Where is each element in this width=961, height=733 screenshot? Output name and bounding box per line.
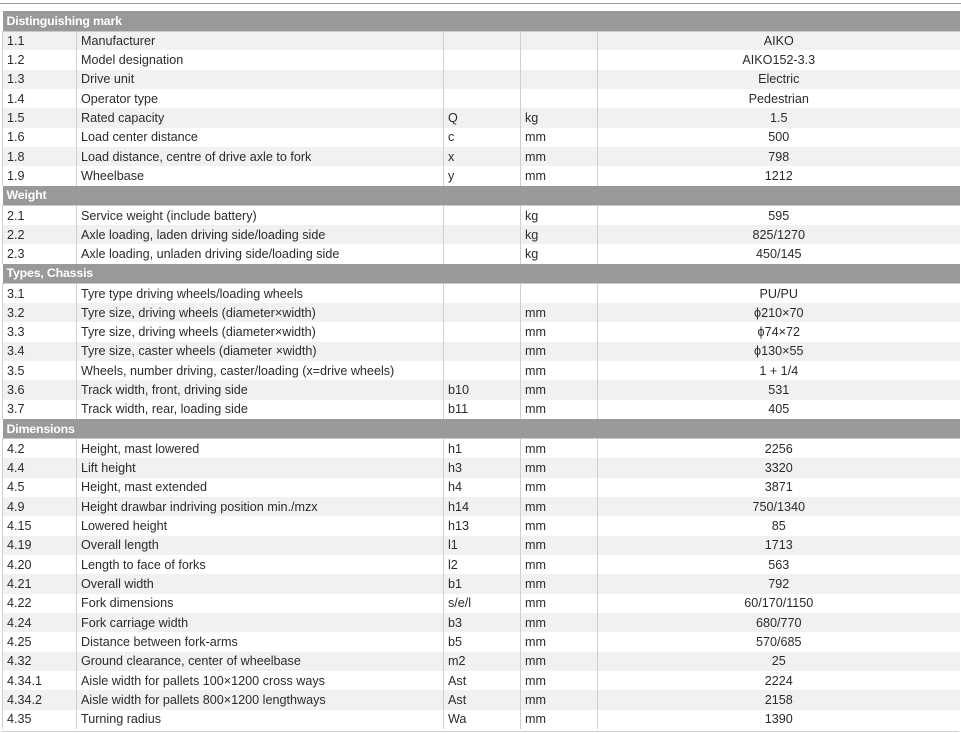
row-number: 1.6 xyxy=(3,128,77,147)
table-row xyxy=(3,225,960,244)
row-symbol: b3 xyxy=(444,613,521,632)
row-unit: mm xyxy=(521,671,598,690)
row-symbol: b10 xyxy=(444,380,521,399)
row-value: 1212 xyxy=(764,168,793,183)
row-description: Aisle width for pallets 800×1200 lengthways xyxy=(77,690,444,709)
row-unit xyxy=(521,284,598,303)
section-header xyxy=(3,419,960,439)
row-number: 3.7 xyxy=(3,400,77,419)
row-unit xyxy=(521,50,598,69)
row-unit: mm xyxy=(521,322,598,341)
row-unit: mm xyxy=(521,690,598,709)
row-description: Lift height xyxy=(77,458,444,477)
top-rule xyxy=(0,3,961,4)
row-symbol: Ast xyxy=(444,690,521,709)
table-row xyxy=(3,89,960,108)
row-description: Load distance, centre of drive axle to fork xyxy=(77,147,444,166)
row-number: 4.15 xyxy=(3,516,77,535)
row-number: 2.2 xyxy=(3,225,77,244)
row-symbol xyxy=(444,50,521,69)
row-unit: mm xyxy=(521,166,598,185)
row-number: 4.25 xyxy=(3,632,77,651)
table-row xyxy=(3,536,960,555)
row-number: 4.4 xyxy=(3,458,77,477)
row-number: 4.2 xyxy=(3,439,77,458)
row-symbol: h3 xyxy=(444,458,521,477)
row-unit xyxy=(521,70,598,89)
row-description: Ground clearance, center of wheelbase xyxy=(77,652,444,671)
row-description: Wheelbase xyxy=(77,166,444,185)
row-unit: mm xyxy=(521,710,598,729)
row-unit: mm xyxy=(521,439,598,458)
section-title: Types, Chassis xyxy=(3,264,960,284)
row-description: Axle loading, laden driving side/loading side xyxy=(77,225,444,244)
row-unit: kg xyxy=(521,244,598,263)
row-unit: mm xyxy=(521,536,598,555)
table-row xyxy=(3,458,960,477)
row-symbol: Q xyxy=(444,108,521,127)
row-number: 4.9 xyxy=(3,497,77,516)
row-description: Turning radius xyxy=(77,710,444,729)
row-number: 1.8 xyxy=(3,147,77,166)
table-row xyxy=(3,303,960,322)
row-symbol: x xyxy=(444,147,521,166)
row-description: Overall length xyxy=(77,536,444,555)
row-description: Load center distance xyxy=(77,128,444,147)
row-value: AIKO xyxy=(598,31,960,50)
row-description: Height, mast lowered xyxy=(77,439,444,458)
bottom-rule xyxy=(2,731,959,732)
row-number: 1.4 xyxy=(3,89,77,108)
row-number: 2.1 xyxy=(3,206,77,225)
section-header xyxy=(3,186,960,206)
table-row xyxy=(3,31,960,50)
table-row xyxy=(3,632,960,651)
row-number: 3.1 xyxy=(3,284,77,303)
table-row xyxy=(3,594,960,613)
row-symbol: y xyxy=(444,166,521,185)
table-row xyxy=(3,50,960,69)
row-symbol: h4 xyxy=(444,478,521,497)
row-unit: mm xyxy=(521,478,598,497)
section-title: Distinguishing mark xyxy=(3,11,960,31)
row-value: Pedestrian xyxy=(748,91,809,106)
row-value: 2158 xyxy=(598,690,960,709)
row-number: 1.9 xyxy=(3,166,77,185)
row-number: 4.5 xyxy=(3,478,77,497)
row-description: Manufacturer xyxy=(77,31,444,50)
row-value: 1 + 1/4 xyxy=(759,363,799,378)
row-value: 792 xyxy=(598,574,960,593)
table-row xyxy=(3,361,960,380)
row-symbol: m2 xyxy=(444,652,521,671)
row-symbol xyxy=(444,303,521,322)
row-description: Fork carriage width xyxy=(77,613,444,632)
row-unit: mm xyxy=(521,303,598,322)
row-value: Electric xyxy=(598,70,960,89)
table-row xyxy=(3,439,960,458)
row-description: Wheels, number driving, caster/loading (x=drive wheels) xyxy=(77,361,444,380)
row-description: Tyre size, caster wheels (diameter ×width) xyxy=(77,342,444,361)
row-number: 3.4 xyxy=(3,342,77,361)
row-symbol xyxy=(444,284,521,303)
row-number: 1.1 xyxy=(3,31,77,50)
table-row xyxy=(3,497,960,516)
table-row xyxy=(3,710,960,729)
row-value: 595 xyxy=(768,208,790,223)
row-description: Height drawbar indriving position min./mzx xyxy=(77,497,444,516)
row-number: 4.21 xyxy=(3,574,77,593)
row-value: 798 xyxy=(598,147,960,166)
table-row xyxy=(3,613,960,632)
table-row xyxy=(3,70,960,89)
table-row xyxy=(3,147,960,166)
row-symbol: h13 xyxy=(444,516,521,535)
row-value: 570/685 xyxy=(756,634,802,649)
row-number: 3.3 xyxy=(3,322,77,341)
row-description: Fork dimensions xyxy=(77,594,444,613)
row-unit: mm xyxy=(521,400,598,419)
row-description: Tyre size, driving wheels (diameter×width) xyxy=(77,322,444,341)
row-symbol: s/e/l xyxy=(444,594,521,613)
section-title: Dimensions xyxy=(3,419,960,439)
section-title: Weight xyxy=(3,186,960,206)
table-row xyxy=(3,128,960,147)
row-symbol: l1 xyxy=(444,536,521,555)
row-value: 2256 xyxy=(764,441,793,456)
spec-table xyxy=(2,11,960,729)
table-row xyxy=(3,244,960,263)
table-row xyxy=(3,574,960,593)
row-value: 1.5 xyxy=(598,108,960,127)
row-number: 4.20 xyxy=(3,555,77,574)
row-value: 563 xyxy=(768,557,790,572)
row-unit: mm xyxy=(521,574,598,593)
row-number: 4.35 xyxy=(3,710,77,729)
row-unit: mm xyxy=(521,147,598,166)
row-symbol: l2 xyxy=(444,555,521,574)
row-value: 25 xyxy=(598,652,960,671)
section-header xyxy=(3,11,960,31)
row-unit: mm xyxy=(521,497,598,516)
table-row xyxy=(3,690,960,709)
table-row xyxy=(3,380,960,399)
row-value: 3871 xyxy=(764,480,793,495)
row-value: PU/PU xyxy=(759,286,799,301)
table-row xyxy=(3,206,960,225)
row-value: 3320 xyxy=(598,458,960,477)
row-number: 1.2 xyxy=(3,50,77,69)
row-symbol xyxy=(444,31,521,50)
row-description: Tyre size, driving wheels (diameter×width) xyxy=(77,303,444,322)
row-value: 405 xyxy=(768,402,790,417)
row-symbol: b1 xyxy=(444,574,521,593)
table-row xyxy=(3,284,960,303)
row-description: Track width, rear, loading side xyxy=(77,400,444,419)
row-number: 2.3 xyxy=(3,244,77,263)
row-symbol: h1 xyxy=(444,439,521,458)
table-row xyxy=(3,555,960,574)
row-symbol xyxy=(444,244,521,263)
spec-table-body xyxy=(3,11,960,729)
row-symbol: c xyxy=(444,128,521,147)
row-description: Length to face of forks xyxy=(77,555,444,574)
row-unit: kg xyxy=(521,206,598,225)
table-row xyxy=(3,400,960,419)
row-description: Tyre type driving wheels/loading wheels xyxy=(77,284,444,303)
row-symbol xyxy=(444,206,521,225)
row-number: 4.32 xyxy=(3,652,77,671)
row-value: 750/1340 xyxy=(598,497,960,516)
row-number: 4.22 xyxy=(3,594,77,613)
row-unit xyxy=(521,31,598,50)
row-symbol: h14 xyxy=(444,497,521,516)
row-value: 450/145 xyxy=(756,246,802,261)
table-row xyxy=(3,322,960,341)
row-value: 531 xyxy=(598,380,960,399)
row-unit: mm xyxy=(521,652,598,671)
row-description: Height, mast extended xyxy=(77,478,444,497)
row-symbol xyxy=(444,225,521,244)
row-symbol: Ast xyxy=(444,671,521,690)
row-unit: kg xyxy=(521,225,598,244)
row-value: 60/170/1150 xyxy=(744,596,814,611)
row-value: 825/1270 xyxy=(598,225,960,244)
row-description: Overall width xyxy=(77,574,444,593)
row-value: 1713 xyxy=(598,536,960,555)
table-row xyxy=(3,342,960,361)
row-number: 4.34.2 xyxy=(3,690,77,709)
row-unit xyxy=(521,89,598,108)
table-row xyxy=(3,108,960,127)
row-symbol: b5 xyxy=(444,632,521,651)
row-number: 3.6 xyxy=(3,380,77,399)
row-number: 1.5 xyxy=(3,108,77,127)
row-value: AIKO152-3.3 xyxy=(742,52,816,67)
row-value: ϕ210×70 xyxy=(598,303,960,322)
row-unit: mm xyxy=(521,128,598,147)
row-unit: mm xyxy=(521,594,598,613)
row-value: 85 xyxy=(771,518,786,533)
row-unit: kg xyxy=(521,108,598,127)
row-symbol xyxy=(444,322,521,341)
row-symbol: Wa xyxy=(444,710,521,729)
table-row xyxy=(3,516,960,535)
row-unit: mm xyxy=(521,380,598,399)
row-unit: mm xyxy=(521,555,598,574)
row-description: Rated capacity xyxy=(77,108,444,127)
row-description: Service weight (include battery) xyxy=(77,206,444,225)
row-number: 4.24 xyxy=(3,613,77,632)
table-row xyxy=(3,652,960,671)
row-symbol xyxy=(444,89,521,108)
row-symbol xyxy=(444,342,521,361)
row-number: 3.5 xyxy=(3,361,77,380)
row-number: 1.3 xyxy=(3,70,77,89)
row-unit: mm xyxy=(521,458,598,477)
row-unit: mm xyxy=(521,342,598,361)
row-value: 680/770 xyxy=(598,613,960,632)
row-number: 4.34.1 xyxy=(3,671,77,690)
row-description: Axle loading, unladen driving side/loading side xyxy=(77,244,444,263)
row-description: Distance between fork-arms xyxy=(77,632,444,651)
row-unit: mm xyxy=(521,361,598,380)
row-symbol xyxy=(444,361,521,380)
row-unit: mm xyxy=(521,516,598,535)
row-value: 1390 xyxy=(764,712,793,727)
table-row xyxy=(3,671,960,690)
row-symbol: b11 xyxy=(444,400,521,419)
row-value: ϕ74×72 xyxy=(757,324,800,339)
row-number: 4.19 xyxy=(3,536,77,555)
row-value: ϕ130×55 xyxy=(598,342,960,361)
row-value: 500 xyxy=(768,130,790,145)
row-description: Track width, front, driving side xyxy=(77,380,444,399)
table-row xyxy=(3,166,960,185)
section-header xyxy=(3,264,960,284)
row-description: Drive unit xyxy=(77,70,444,89)
row-description: Operator type xyxy=(77,89,444,108)
row-unit: mm xyxy=(521,613,598,632)
row-description: Model designation xyxy=(77,50,444,69)
row-description: Lowered height xyxy=(77,516,444,535)
row-description: Aisle width for pallets 100×1200 cross ways xyxy=(77,671,444,690)
row-unit: mm xyxy=(521,632,598,651)
table-row xyxy=(3,478,960,497)
row-number: 3.2 xyxy=(3,303,77,322)
row-symbol xyxy=(444,70,521,89)
row-value: 2224 xyxy=(764,673,793,688)
